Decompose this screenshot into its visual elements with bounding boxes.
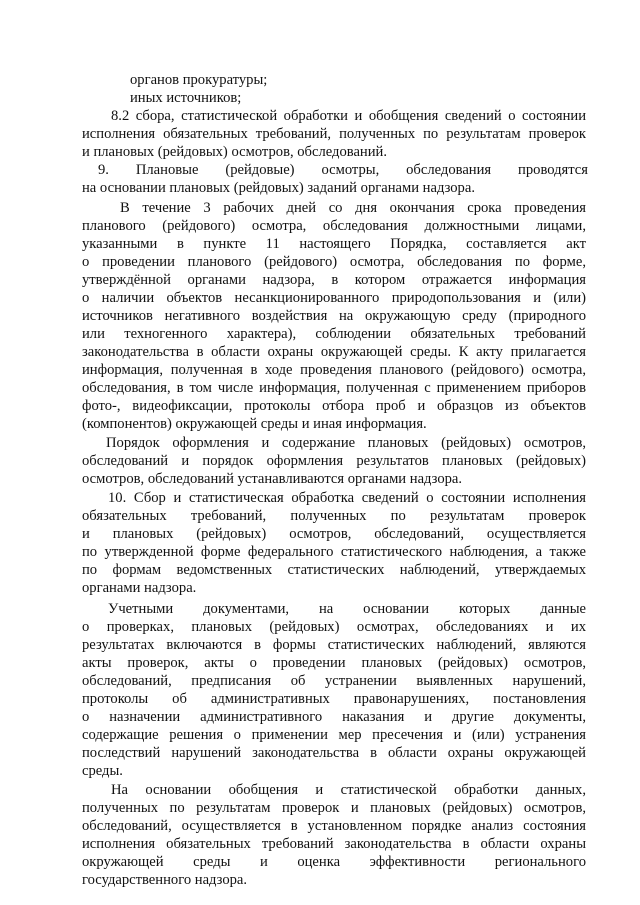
text-line: последствий нарушений законодательства в области охраны окружающей (82, 745, 586, 761)
text-line: обязательных требований, полученных по результатам проверок (82, 508, 586, 524)
text-line: или техногенного характера), соблюдении обязательных требований (82, 326, 586, 342)
text-line: осмотров, обследований устанавливаются органами надзора. (82, 471, 463, 487)
text-line: утверждённой органами надзора, в котором отражается информация (82, 272, 586, 288)
text-line: Порядок оформления и содержание плановых (рейдовых) осмотров, (106, 435, 586, 451)
text-line: о проверках, плановых (рейдовых) осмотрах, обследованиях и их (82, 619, 586, 635)
text-line: по утвержденной форме федерального статистического наблюдения, а также (82, 544, 586, 560)
text-line: фото-, видеофиксации, протоколы отбора проб и образцов из объектов (82, 398, 586, 414)
text-line: органами надзора. (82, 580, 197, 596)
text-line: и плановых (рейдовых) осмотров, обследований, осуществляется (82, 526, 586, 542)
text-line: протоколы об административных правонарушениях, постановления (82, 691, 586, 707)
text-line: обследований, осуществляется в установленном порядке анализ состояния (82, 818, 586, 834)
text-line: среды. (82, 763, 123, 779)
text-line: 10. Сбор и статистическая обработка сведений о состоянии исполнения (108, 490, 586, 506)
text-line: окружающей среды и оценка эффективности регионального (82, 854, 586, 870)
text-line: информация, полученная в ходе проведения планового (рейдового) осмотра, (82, 362, 586, 378)
text-line: исполнения обязательных требований законодательства в области охраны (82, 836, 586, 852)
text-line: о проведении планового (рейдового) осмотра, обследования по форме, (82, 254, 586, 270)
text-line: законодательства в области охраны окружающей среды. К акту прилагается (82, 344, 586, 360)
text-line: по формам ведомственных статистических наблюдений, утверждаемых (82, 562, 586, 578)
text-line: полученных по результатам проверок и плановых (рейдовых) осмотров, (82, 800, 586, 816)
text-line: о наличии объектов несанкционированного природопользования и (или) (82, 290, 586, 306)
text-line: обследований, предписания об устранении выявленных нарушений, (82, 673, 586, 689)
text-line: иных источников; (130, 90, 242, 106)
text-line: органов прокуратуры; (130, 72, 268, 88)
text-line: и плановых (рейдовых) осмотров, обследований. (82, 144, 388, 160)
text-line: 9. Плановые (рейдовые) осмотры, обследования проводятся (98, 162, 588, 178)
text-line: В течение 3 рабочих дней со дня окончания срока проведения (120, 200, 586, 216)
text-line: содержащие решения о применении мер пресечения и (или) устранения (82, 727, 586, 743)
text-line: Учетными документами, на основании которых данные (108, 601, 586, 617)
text-line: источников негативного воздействия на окружающую среду (природного (82, 308, 586, 324)
text-line: государственного надзора. (82, 872, 248, 888)
text-line: обследования, в том числе информация, полученная с применением приборов (82, 380, 586, 396)
text-line: исполнения обязательных требований, полученных по результатам проверок (82, 126, 586, 142)
text-line: результатах включаются в формы статистических наблюдений, являются (82, 637, 586, 653)
text-line: На основании обобщения и статистической обработки данных, (111, 782, 586, 798)
text-line: указанными в пункте 11 настоящего Порядка, составляется акт (82, 236, 586, 252)
text-line: (компонентов) окружающей среды и иная информация. (82, 416, 427, 432)
text-line: акты проверок, акты о проведении плановых (рейдовых) осмотров, (82, 655, 586, 671)
text-line: планового (рейдового) осмотра, обследования должностными лицами, (82, 218, 586, 234)
text-line: обследований и порядок оформления результатов плановых (рейдовых) (82, 453, 586, 469)
text-line: о назначении административного наказания и другие документы, (82, 709, 586, 725)
text-line: 8.2 сбора, статистической обработки и обобщения сведений о состоянии (111, 108, 586, 124)
text-line: на основании плановых (рейдовых) заданий органами надзора. (82, 180, 475, 196)
